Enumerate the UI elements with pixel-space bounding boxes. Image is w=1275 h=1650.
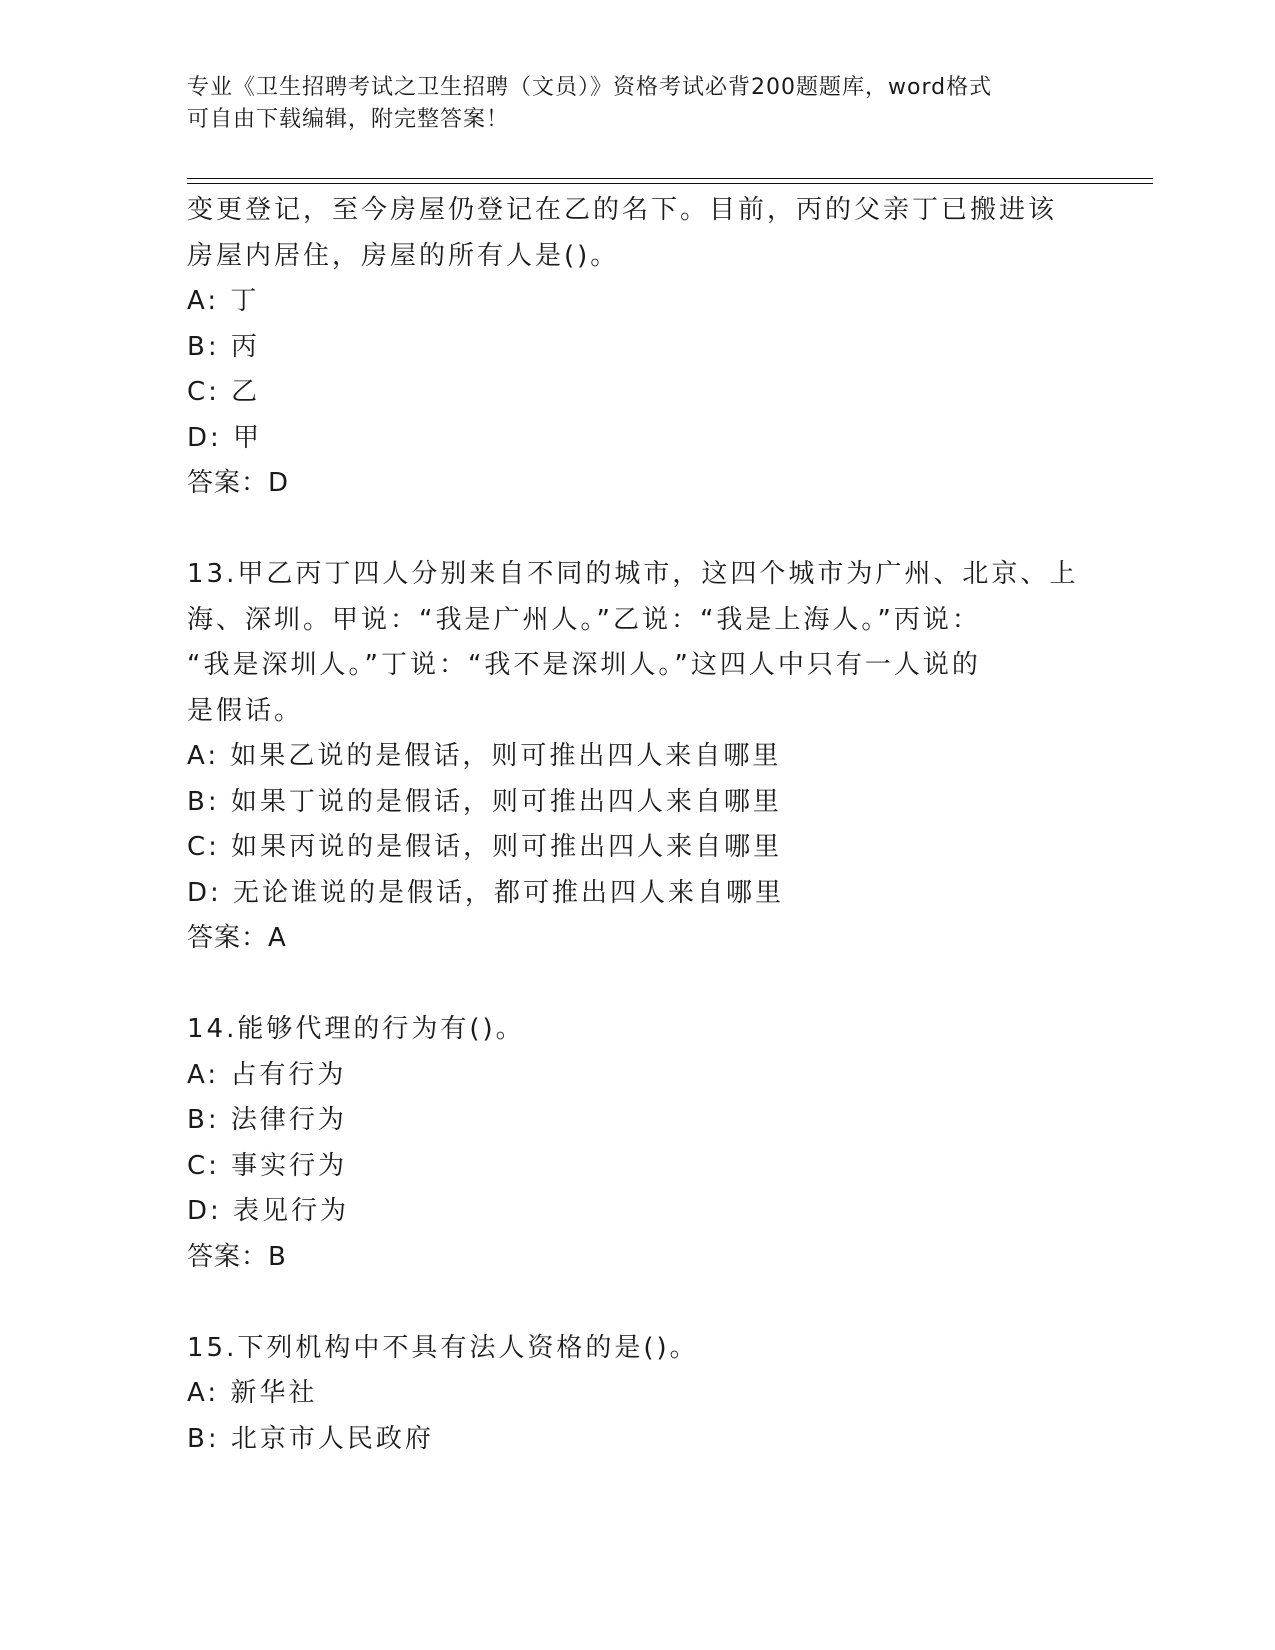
question-text-line: 变更登记，至今房屋仍登记在乙的名下。目前，丙的父亲丁已搬进该 xyxy=(187,195,1058,225)
answer-line: 答案：A xyxy=(187,923,287,953)
option-d: D: 甲 xyxy=(187,422,263,453)
question-text-line: 14.能够代理的行为有()。 xyxy=(187,1014,525,1044)
header-divider-top xyxy=(187,178,1153,179)
option-c: C: 如果丙说的是假话，则可推出四人来自哪里 xyxy=(187,832,783,862)
option-d: D: 表见行为 xyxy=(187,1196,350,1226)
option-a: A: 新华社 xyxy=(187,1378,318,1408)
question-text-line: 海、深圳。甲说：“我是广州人。”乙说：“我是上海人。”丙说： xyxy=(187,604,981,635)
header-divider-bottom xyxy=(187,183,1153,184)
option-a: A: 占有行为 xyxy=(187,1059,347,1090)
question-text-line: 13.甲乙丙丁四人分别来自不同的城市，这四个城市为广州、北京、上 xyxy=(187,559,1079,589)
answer-line: 答案：D xyxy=(187,468,290,498)
option-a: A: 丁 xyxy=(187,286,260,316)
option-b: B: 丙 xyxy=(187,331,260,362)
spacer xyxy=(187,507,1087,553)
question-text-line: 15.下列机构中不具有法人资格的是()。 xyxy=(187,1332,699,1363)
option-b: B: 如果丁说的是假话，则可推出四人来自哪里 xyxy=(187,786,782,817)
header-line-2: 可自由下载编辑，附完整答案！ xyxy=(187,107,510,132)
question-text-line: 房屋内居住，房屋的所有人是()。 xyxy=(187,240,620,271)
question-text-line: “我是深圳人。”丁说：“我不是深圳人。”这四人中只有一人说的 xyxy=(187,650,981,680)
question-15 xyxy=(187,1326,1087,1463)
spacer xyxy=(187,1280,1087,1326)
question-12-continued xyxy=(187,188,1087,507)
option-b: B: 北京市人民政府 xyxy=(187,1423,434,1454)
header-line-1: 专业《卫生招聘考试之卫生招聘（文员）》资格考试必背200题题库，word格式 xyxy=(187,75,993,100)
option-d: D: 无论谁说的是假话，都可推出四人来自哪里 xyxy=(187,877,785,908)
option-c: C: 事实行为 xyxy=(187,1150,348,1181)
option-b: B: 法律行为 xyxy=(187,1105,347,1135)
spacer xyxy=(187,962,1087,1008)
question-13 xyxy=(187,552,1087,962)
option-a: A: 如果乙说的是假话，则可推出四人来自哪里 xyxy=(187,741,782,771)
question-text-line: 是假话。 xyxy=(187,695,304,726)
option-c: C: 乙 xyxy=(187,377,261,407)
question-14 xyxy=(187,1007,1087,1280)
answer-line: 答案：B xyxy=(187,1241,287,1272)
document-header xyxy=(187,72,1087,136)
question-content xyxy=(187,188,1087,1462)
